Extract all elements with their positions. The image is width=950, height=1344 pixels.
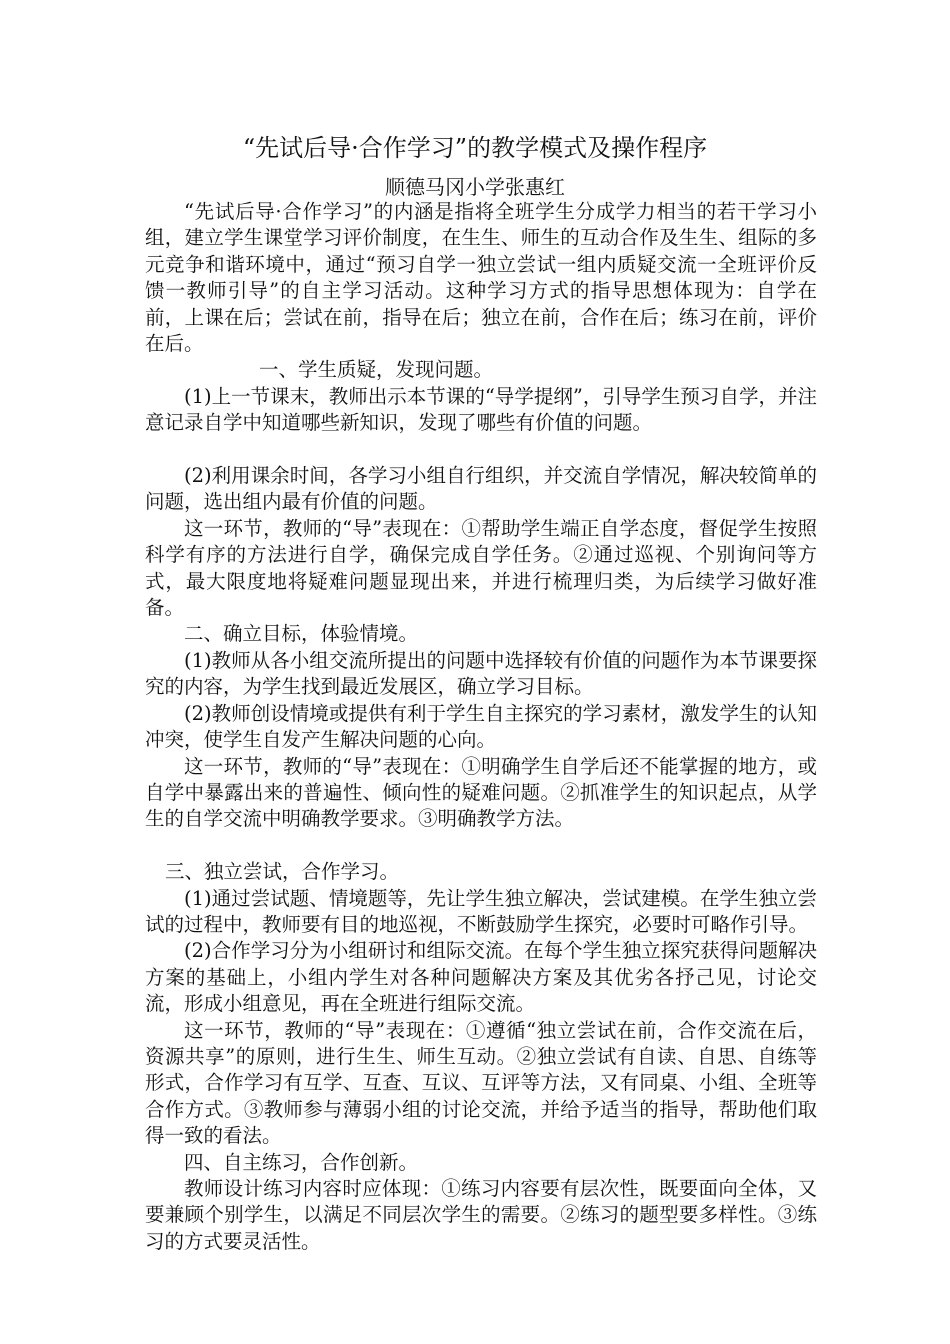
body-paragraph: (1)上一节课末，教师出示本节课的“导学提纲”，引导学生预习自学，并注意记录自学中知道哪些新知识，发现了哪些有价值的问题。 [145, 384, 817, 435]
body-paragraph: 这一环节，教师的“导”表现在：①遵循“独立尝试在前，合作交流在后，资源共享”的原则，进行生生、师生互动。②独立尝试有自读、自思、自练等形式，合作学习有互学、互查、互议、互评等方法，又有同桌、小组、全班等合作方式。③教师参与薄弱小组的讨论交流，并给予适当的指导，帮助他们取得一致的看法。 [145, 1018, 817, 1148]
document-body [145, 199, 817, 1255]
section-heading-2: 二、确立目标，体验情境。 [184, 622, 419, 646]
document-author: 顺德马冈小学张惠红 [385, 175, 565, 199]
body-paragraph: (1)教师从各小组交流所提出的问题中选择较有价值的问题作为本节课要探究的内容，为学生找到最近发展区，确立学习目标。 [145, 648, 817, 699]
intro-paragraph: “先试后导·合作学习”的内涵是指将全班学生分成学力相当的若干学习小组，建立学生课堂学习评价制度，在生生、师生的互动合作及生生、组际的多元竞争和谐环境中，通过“预习自学一独立尝试一组内质疑交流一全班评价反馈一教师引导”的自主学习活动。这种学习方式的指导思想体现为：自学在前，上课在后；尝试在前，指导在后；独立在前，合作在后；练习在前，评价在后。 [145, 200, 817, 356]
body-paragraph: (2)利用课余时间，各学习小组自行组织，并交流自学情况，解决较简单的问题，选出组内最有价值的问题。 [145, 464, 817, 514]
body-paragraph: 教师设计练习内容时应体现：①练习内容要有层次性，既要面向全体，又要兼顾个别学生，以满足不同层次学生的需要。②练习的题型要多样性。③练习的方式要灵活性。 [145, 1177, 817, 1253]
blank-line [145, 833, 817, 859]
section-heading-1: 一、学生质疑，发现问题。 [259, 358, 494, 382]
section-heading-4: 四、自主练习，合作创新。 [184, 1150, 419, 1174]
body-paragraph: 这一环节，教师的“导”表现在：①明确学生自学后还不能掌握的地方，或自学中暴露出来的普遍性、倾向性的疑难问题。②抓准学生的知识起点，从学生的自学交流中明确教学要求。③明确教学方法。 [145, 754, 817, 831]
section-heading-3: 三、独立尝试，合作学习。 [165, 860, 400, 884]
body-paragraph: (1)通过尝试题、情境题等，先让学生独立解决，尝试建模。在学生独立尝试的过程中，教师要有目的地巡视，不断鼓励学生探究，必要时可略作引导。 [145, 886, 817, 936]
blank-line [145, 437, 817, 463]
body-paragraph: (2)教师创设情境或提供有利于学生自主探究的学习素材，激发学生的认知冲突，使学生自发产生解决问题的心向。 [145, 701, 817, 752]
body-paragraph: 这一环节，教师的“导”表现在：①帮助学生端正自学态度，督促学生按照科学有序的方法进行自学，确保完成自学任务。②通过巡视、个别询问等方式，最大限度地将疑难问题显现出来，并进行梳理归类，为后续学习做好准备。 [145, 516, 817, 620]
body-paragraph: (2)合作学习分为小组研讨和组际交流。在每个学生独立探究获得问题解决方案的基础上，小组内学生对各种问题解决方案及其优劣各抒己见，讨论交流，形成小组意见，再在全班进行组际交流。 [145, 939, 817, 1016]
document-title: “先试后导·合作学习”的教学模式及操作程序 [242, 134, 708, 162]
